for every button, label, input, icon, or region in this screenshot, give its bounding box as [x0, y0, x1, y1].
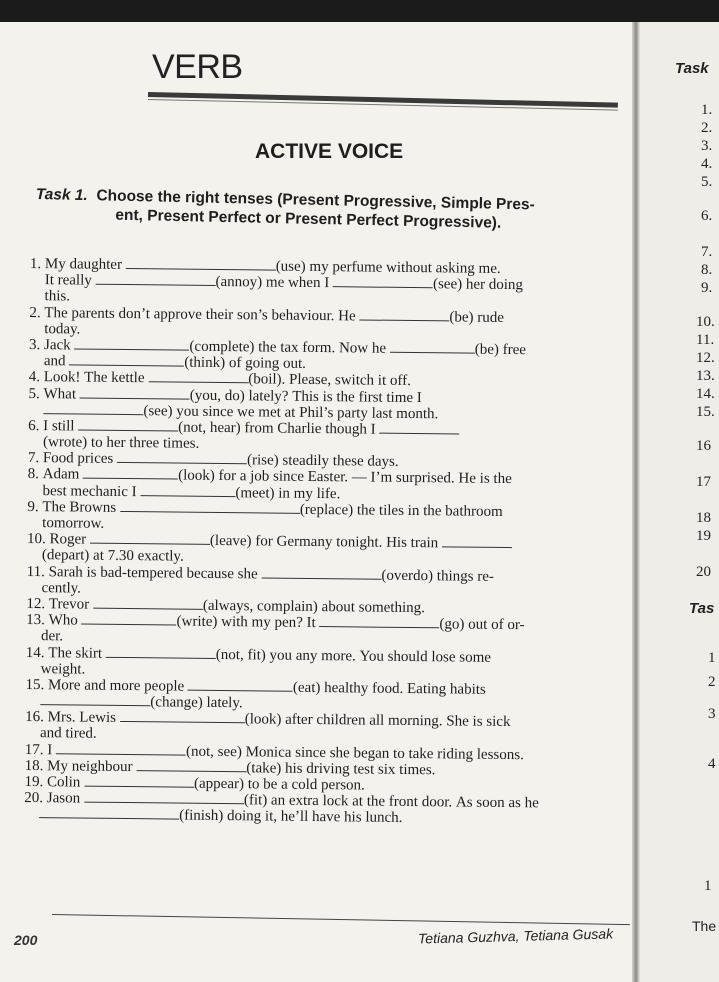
- exercise-text: (overdo) things re-: [381, 567, 495, 585]
- exercise-text: 1. My daughter: [29, 256, 126, 274]
- answer-blank[interactable]: [83, 467, 178, 480]
- right-page-number: 1.: [701, 102, 713, 118]
- exercise-text: and: [28, 353, 70, 370]
- exercise-text: 3. Jack: [28, 336, 75, 354]
- right-page-number: 7.: [701, 244, 713, 260]
- answer-blank[interactable]: [333, 275, 433, 288]
- book-gutter: [632, 22, 640, 982]
- answer-blank[interactable]: [82, 613, 177, 626]
- exercise-text: today.: [29, 320, 81, 338]
- answer-blank[interactable]: [56, 742, 186, 755]
- exercise-text: (see) you since we met at Phil’s party last month.: [143, 402, 439, 422]
- exercise-text: 7. Food prices: [27, 450, 118, 468]
- exercise-text: 11. Sarah is bad-tempered because she: [26, 563, 262, 583]
- exercise-text: (rise) steadily these days.: [246, 452, 399, 471]
- exercise-text: weight.: [25, 660, 86, 678]
- exercise-text: (eat) healthy food. Eating habits: [292, 679, 486, 698]
- right-page-fragment-number: 1: [704, 878, 712, 894]
- exercise-text: 20. Jason: [24, 790, 84, 807]
- exercise-text: [24, 806, 39, 822]
- right-page-fragment-number: 1: [708, 650, 716, 666]
- right-page-fragment-number: 2: [708, 674, 716, 690]
- exercise-text: (appear) to be a cold person.: [193, 775, 365, 794]
- exercise-text: cently.: [26, 579, 82, 597]
- exercise-text: 6. I still: [28, 417, 79, 435]
- answer-blank[interactable]: [120, 500, 300, 514]
- page-number: 200: [14, 932, 38, 948]
- right-page-number: 19: [696, 528, 711, 544]
- answer-blank[interactable]: [136, 759, 246, 772]
- exercise-text: [28, 402, 43, 418]
- exercise-text: (not, see) Monica since she began to take riding lessons.: [185, 743, 524, 763]
- right-page-task-heading: Task: [675, 60, 709, 77]
- answer-blank[interactable]: [90, 532, 210, 545]
- task-instruction-line1: Choose the right tenses (Present Progressive, Simple Pres-: [96, 187, 535, 214]
- right-page-number: 16: [696, 438, 711, 454]
- answer-blank[interactable]: [40, 693, 150, 706]
- right-page-number: 6.: [701, 208, 713, 224]
- exercise-text: It really: [29, 272, 96, 289]
- exercise-text: (wrote) to her three times.: [27, 434, 200, 452]
- answer-blank[interactable]: [140, 484, 235, 497]
- right-page-task2-heading: Tas: [689, 600, 715, 617]
- exercise-text: (be) free: [474, 341, 527, 359]
- exercise-text: tomorrow.: [27, 514, 105, 532]
- answer-blank[interactable]: [319, 615, 439, 628]
- chapter-title: VERB: [152, 48, 243, 86]
- right-page-fragment-number: 4: [708, 756, 716, 772]
- exercise-text: 8. Adam: [27, 466, 84, 484]
- right-page-number: 14.: [696, 386, 715, 402]
- exercise-text: (meet) in my life.: [235, 484, 341, 502]
- answer-blank[interactable]: [359, 308, 449, 321]
- right-page-number: 18: [696, 510, 711, 526]
- right-page-number: 9.: [701, 280, 713, 296]
- exercise-text: (depart) at 7.30 exactly.: [26, 547, 184, 566]
- right-page-fragment-number: 3: [708, 706, 716, 722]
- answer-blank[interactable]: [80, 386, 190, 399]
- exercise-text: 2. The parents don’t approve their son’s behaviour. He: [29, 304, 360, 325]
- exercise-text: [25, 693, 40, 709]
- exercise-text: (think) of going out.: [184, 354, 307, 373]
- exercise-text: (leave) for Germany tonight. His train: [209, 533, 443, 552]
- answer-blank[interactable]: [148, 371, 248, 384]
- answer-blank[interactable]: [84, 791, 244, 805]
- answer-blank[interactable]: [106, 645, 216, 658]
- answer-blank[interactable]: [84, 775, 194, 788]
- exercise-text: (go) out of or-: [439, 616, 525, 634]
- task-instruction: [35, 185, 626, 235]
- right-page-number: 8.: [701, 262, 713, 278]
- answer-blank[interactable]: [379, 422, 459, 435]
- right-page-number: 15.: [696, 404, 715, 420]
- answer-blank[interactable]: [43, 402, 143, 415]
- answer-blank[interactable]: [126, 257, 276, 271]
- exercise-text: (look) after children all morning. She is sick: [244, 711, 511, 731]
- exercise-text: best mechanic I: [27, 482, 141, 500]
- exercise-text: (be) rude: [449, 308, 505, 326]
- answer-blank[interactable]: [188, 679, 293, 692]
- right-page-number: 17: [696, 474, 711, 490]
- right-page-number: 2.: [701, 120, 713, 136]
- book-page: [0, 22, 719, 982]
- exercise-text: (write) with my pen? It: [176, 613, 320, 632]
- answer-blank[interactable]: [117, 451, 247, 464]
- answer-blank[interactable]: [39, 807, 179, 820]
- right-page-number: 20: [696, 564, 711, 580]
- section-title: ACTIVE VOICE: [255, 140, 404, 163]
- right-page-number: 3.: [701, 138, 713, 154]
- exercise-text: 14. The skirt: [25, 644, 106, 662]
- exercise-text: der.: [25, 628, 64, 645]
- exercise-text: (complete) the tax form. Now he: [189, 338, 390, 357]
- authors: Tetiana Guzhva, Tetiana Gusak: [417, 925, 614, 947]
- answer-blank[interactable]: [69, 354, 184, 367]
- exercise-text: (fit) an extra lock at the front door. As soon as he: [243, 792, 539, 812]
- exercise-text: (boil). Please, switch it off.: [248, 371, 411, 390]
- right-page-number: 4.: [701, 156, 713, 172]
- task-instruction-line2: ent, Present Perfect or Present Perfect Progressive).: [115, 206, 502, 232]
- exercise-list: [24, 256, 630, 829]
- exercise-text: and tired.: [24, 725, 97, 743]
- exercise-text: (take) his driving test six times.: [246, 760, 436, 779]
- answer-blank[interactable]: [120, 710, 245, 723]
- answer-blank[interactable]: [78, 418, 178, 431]
- exercise-text: (always, complain) about something.: [202, 597, 426, 617]
- exercise-text: 17. I: [24, 741, 57, 758]
- exercise-text: 15. More and more people: [25, 676, 189, 695]
- answer-blank[interactable]: [96, 273, 216, 286]
- right-page-number: 13.: [696, 368, 715, 384]
- exercise-text: 16. Mrs. Lewis: [25, 709, 120, 727]
- exercise-text: 18. My neighbour: [24, 757, 137, 775]
- right-page-number: 5.: [701, 174, 713, 190]
- answer-blank[interactable]: [74, 337, 189, 350]
- right-page-bottom-fragment: The: [692, 918, 717, 934]
- footer-rule: [52, 914, 630, 925]
- exercise-text: (use) my perfume without asking me.: [275, 258, 501, 277]
- exercise-text: (look) for a job since Easter. — I’m surprised. He is the: [178, 468, 512, 488]
- exercise-text: 13. Who: [26, 612, 82, 629]
- exercise-text: (annoy) me when I: [215, 274, 334, 292]
- exercise-text: (you, do) lately? This is the first time I: [189, 387, 422, 406]
- right-page-number: 11.: [696, 332, 715, 348]
- exercise-text: 10. Roger: [26, 531, 91, 548]
- exercise-text: (not, hear) from Charlie though I: [178, 419, 380, 438]
- exercise-text: (replace) the tiles in the bathroom: [299, 501, 503, 520]
- exercise-text: 9. The Browns: [27, 498, 120, 516]
- exercise-text: this.: [29, 288, 71, 305]
- exercise-text: 4. Look! The kettle: [28, 369, 149, 387]
- exercise-text: 12. Trevor: [26, 595, 93, 613]
- answer-blank[interactable]: [390, 341, 475, 354]
- exercise-text: (change) lately.: [150, 694, 243, 712]
- exercise-text: 5. What: [28, 385, 80, 403]
- exercise-text: (not, fit) you any more. You should lose some: [215, 646, 492, 666]
- answer-blank[interactable]: [261, 566, 381, 579]
- exercise-text: (see) her doing: [432, 276, 524, 294]
- task-label: Task 1.: [35, 185, 88, 205]
- right-page-number: 10.: [696, 314, 715, 330]
- answer-blank[interactable]: [442, 536, 512, 549]
- answer-blank[interactable]: [93, 597, 203, 610]
- right-page-number: 12.: [696, 350, 715, 366]
- exercise-text: 19. Colin: [24, 773, 85, 791]
- exercise-text: (finish) doing it, he’ll have his lunch.: [179, 807, 403, 827]
